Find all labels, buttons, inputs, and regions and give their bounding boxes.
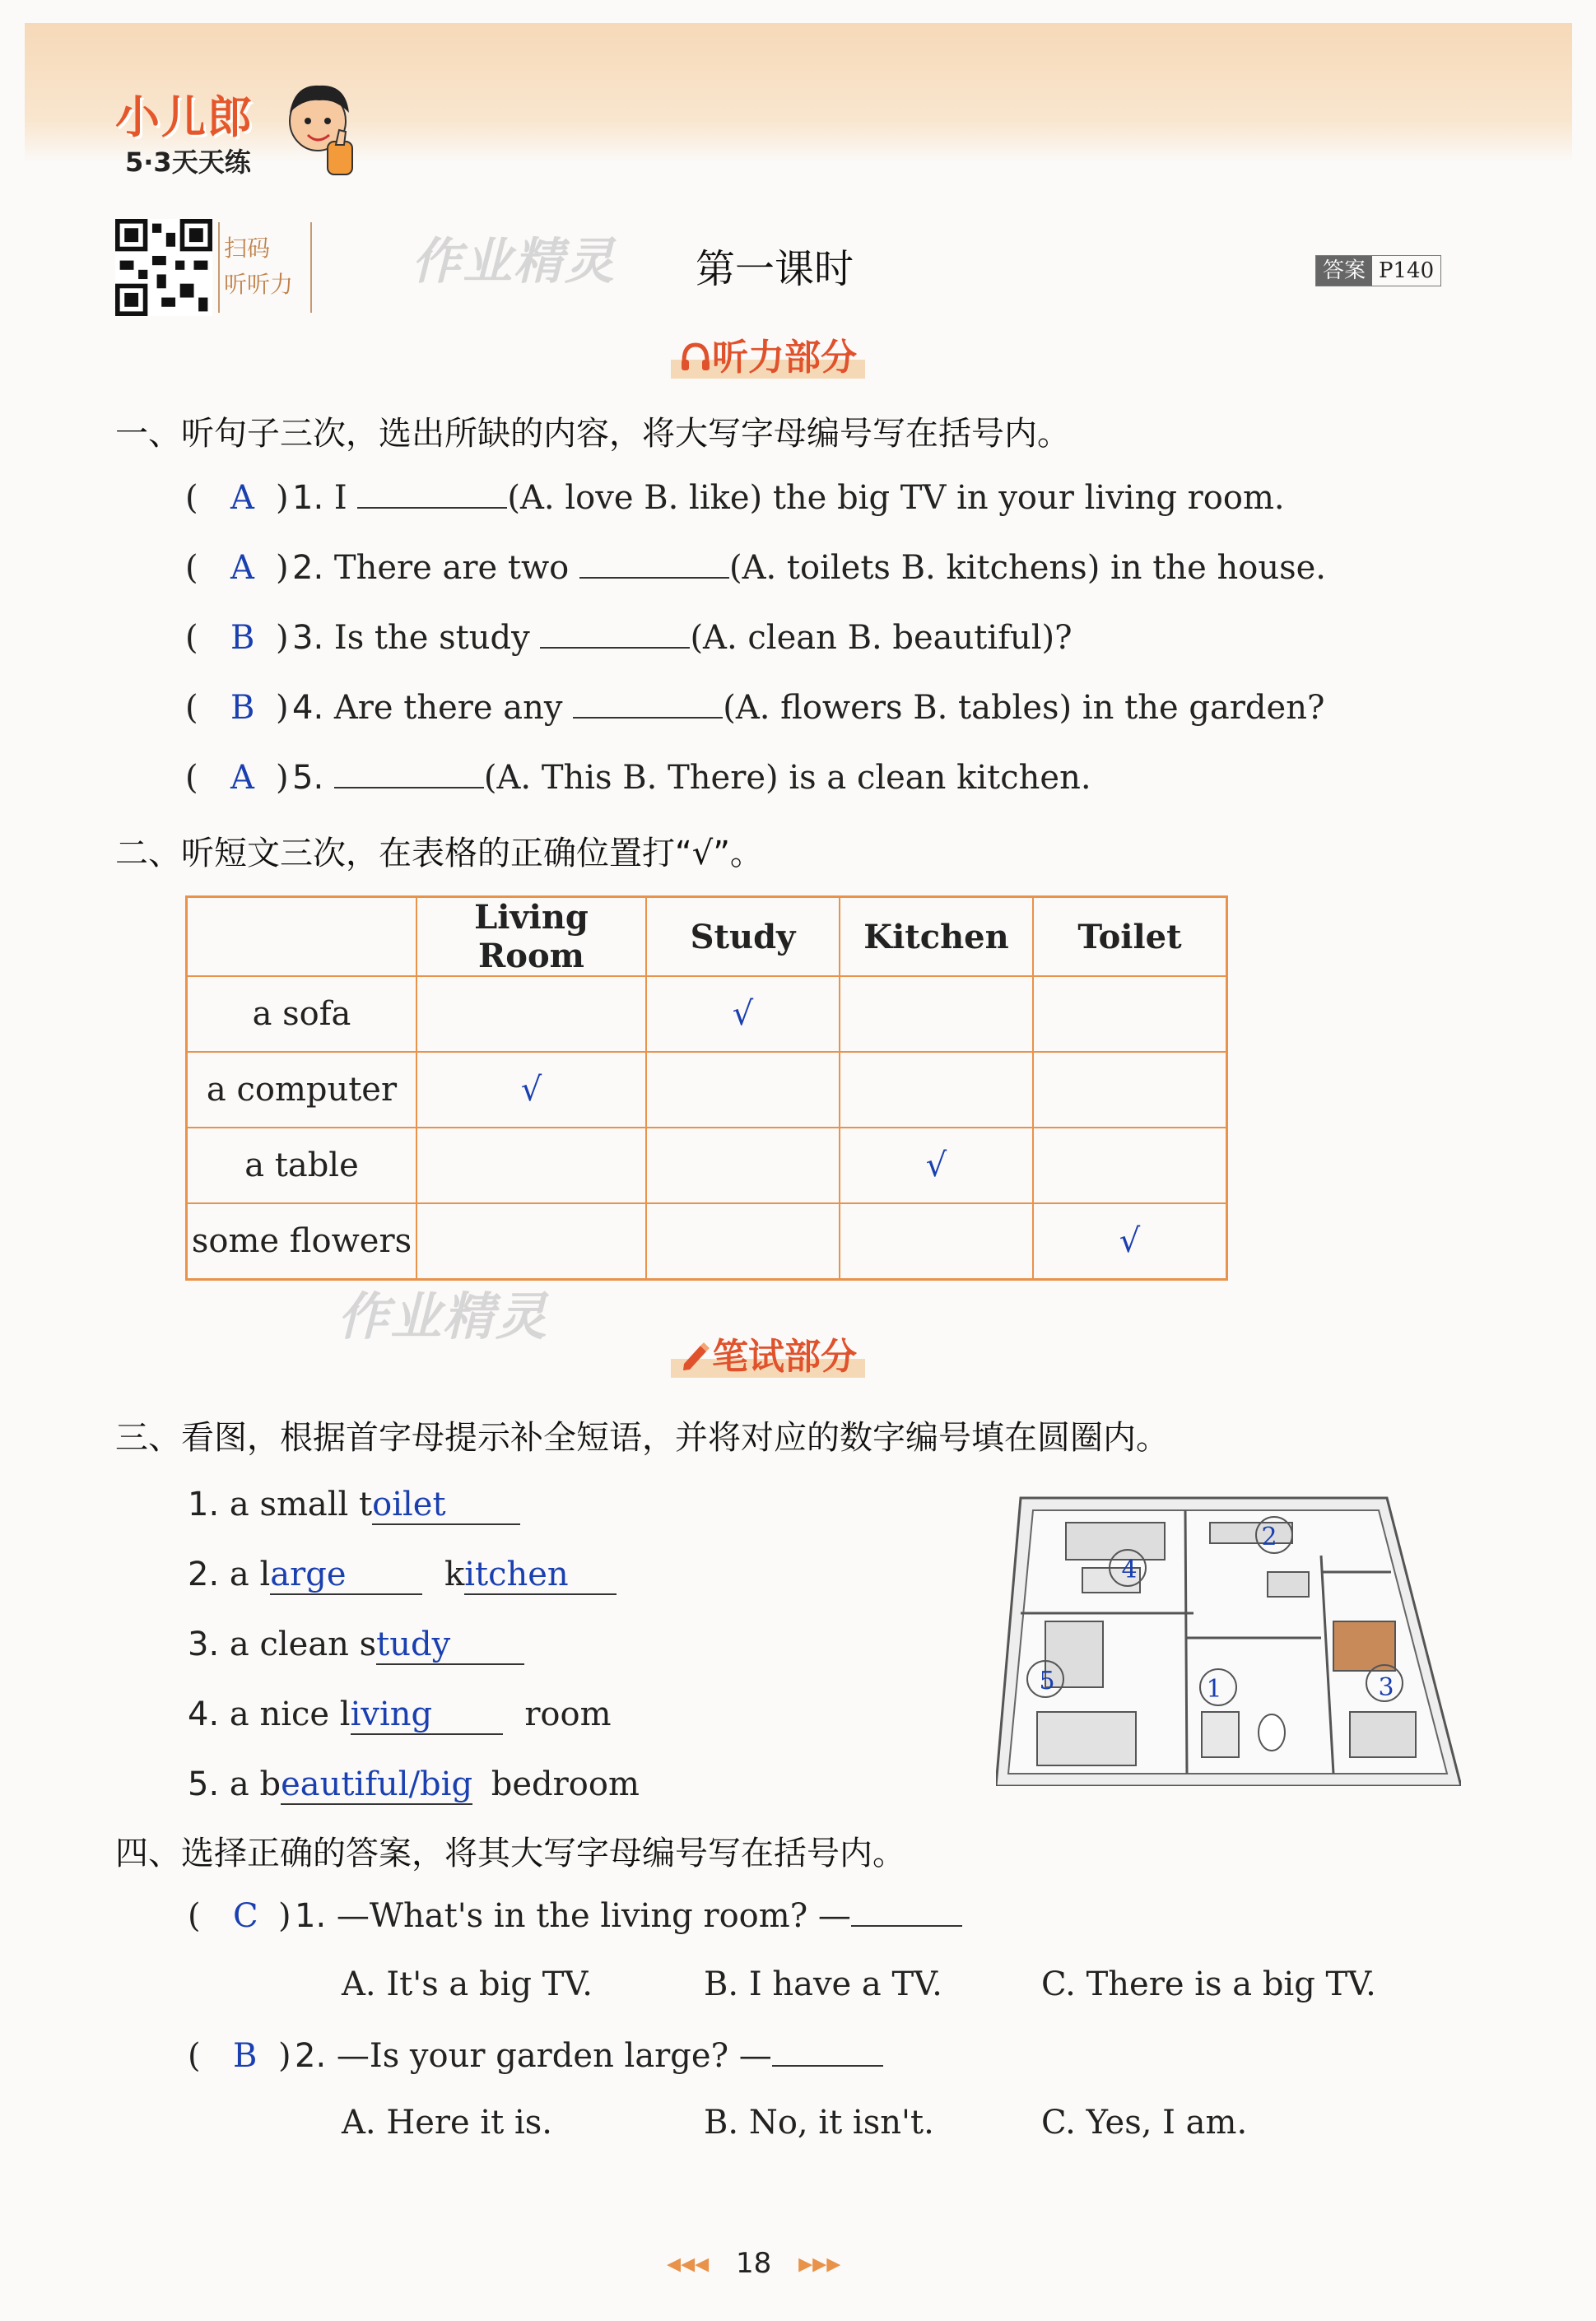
brand-subtitle: 5·3天天练 bbox=[125, 147, 251, 178]
answer-blank[interactable] bbox=[579, 577, 729, 579]
part3-item-4 bbox=[188, 1695, 612, 1735]
part1-item-4: ( B ) 4. Are there any (A. flowers B. tables) in the garden? bbox=[185, 689, 1325, 727]
item-pre: a l bbox=[229, 1556, 271, 1593]
item-pre: Are there any bbox=[333, 689, 563, 727]
writing-banner bbox=[671, 1327, 865, 1379]
header-banner bbox=[25, 23, 1572, 163]
answer-fill[interactable]: itchen bbox=[464, 1556, 617, 1595]
table-cell[interactable]: √ bbox=[840, 1128, 1033, 1203]
item-mid: k bbox=[444, 1556, 465, 1593]
table-cell[interactable] bbox=[416, 976, 646, 1052]
part3-item-3 bbox=[188, 1626, 524, 1665]
part4-item-2: ( B ) 2. —Is your garden large? — bbox=[188, 2037, 883, 2075]
item-number: 1. bbox=[292, 479, 324, 517]
option-a[interactable]: A. It's a big TV. bbox=[342, 1965, 593, 2003]
option-a[interactable]: A. Here it is. bbox=[342, 2104, 552, 2142]
item-number: 2. bbox=[188, 1556, 220, 1593]
part1-item-5: ( A ) 5. (A. This B. There) is a clean kitchen. bbox=[185, 759, 1091, 797]
answer-blank[interactable] bbox=[851, 1925, 962, 1927]
table-cell[interactable] bbox=[416, 1203, 646, 1280]
table-cell[interactable] bbox=[840, 1052, 1033, 1128]
row-label: a sofa bbox=[187, 976, 417, 1052]
answer-mark: A bbox=[230, 549, 254, 587]
item-post: bedroom bbox=[491, 1765, 640, 1803]
item-number: 2. bbox=[292, 549, 324, 587]
table-row bbox=[187, 1052, 1227, 1128]
answer-label: 答案 bbox=[1316, 256, 1372, 286]
item-pre: a b bbox=[229, 1765, 282, 1803]
answer-reference bbox=[1315, 255, 1441, 286]
part1-item-3: ( B ) 3. Is the study (A. clean B. beautiful)? bbox=[185, 619, 1073, 657]
answer-fill[interactable]: oilet bbox=[372, 1486, 520, 1525]
table-cell[interactable] bbox=[1033, 976, 1227, 1052]
part1-item-2: ( A ) 2. There are two (A. toilets B. kitchens) in the house. bbox=[185, 549, 1327, 587]
scan-listen-label[interactable] bbox=[224, 230, 293, 303]
watermark: 作业精灵 bbox=[412, 233, 616, 291]
table-cell[interactable] bbox=[646, 1052, 840, 1128]
table-cell[interactable] bbox=[646, 1128, 840, 1203]
part1-title: 一、听句子三次，选出所缺的内容，将大写字母编号写在括号内。 bbox=[115, 415, 1070, 453]
answer-mark: B bbox=[230, 619, 255, 657]
item-pre: a nice l bbox=[229, 1695, 351, 1733]
pencil-icon bbox=[679, 1339, 712, 1372]
answer-fill[interactable]: eautiful/big bbox=[281, 1765, 473, 1803]
scan-line1: 扫码 bbox=[224, 235, 271, 262]
floor-plan-illustration bbox=[996, 1490, 1461, 1786]
option-b[interactable]: B. I have a TV. bbox=[704, 1965, 942, 2003]
table-row bbox=[187, 976, 1227, 1052]
item-number: 3. bbox=[188, 1626, 220, 1663]
table-row bbox=[187, 1128, 1227, 1203]
table-header-row bbox=[187, 897, 1227, 977]
table-cell[interactable]: √ bbox=[646, 976, 840, 1052]
table-header: Living Room bbox=[416, 897, 646, 977]
headphones-icon bbox=[679, 340, 712, 373]
answer-mark: A bbox=[230, 479, 254, 517]
scan-line2: 听听力 bbox=[224, 271, 294, 298]
answer-mark: A bbox=[230, 759, 254, 797]
item-number: 5. bbox=[188, 1765, 220, 1803]
mascot-icon bbox=[278, 76, 361, 183]
part4-title: 四、选择正确的答案，将其大写字母编号写在括号内。 bbox=[115, 1835, 905, 1872]
circle-number: 2 bbox=[1261, 1523, 1277, 1551]
question-text: —Is your garden large? — bbox=[336, 2037, 772, 2075]
writing-banner-text: 笔试部分 bbox=[712, 1336, 857, 1378]
part1-item-1: ( A ) 1. I (A. love B. like) the big TV in your living room. bbox=[185, 479, 1285, 517]
item-number: 4. bbox=[292, 689, 324, 727]
row-label: a table bbox=[187, 1128, 417, 1203]
table-header bbox=[187, 897, 417, 977]
option-b[interactable]: B. No, it isn't. bbox=[704, 2104, 934, 2142]
item-post: (A. This B. There) is a clean kitchen. bbox=[483, 759, 1091, 797]
row-label: a computer bbox=[187, 1052, 417, 1128]
item-number: 5. bbox=[292, 759, 324, 797]
listening-banner-text: 听力部分 bbox=[712, 337, 857, 379]
part4-item-1: ( C ) 1. —What's in the living room? — bbox=[188, 1897, 962, 1935]
part3-item-2 bbox=[188, 1556, 617, 1595]
table-cell[interactable]: √ bbox=[416, 1052, 646, 1128]
part3-item-5 bbox=[188, 1765, 640, 1805]
part2-title: 二、听短文三次，在表格的正确位置打“√”。 bbox=[115, 835, 763, 872]
item-number: 2. bbox=[295, 2037, 327, 2075]
table-cell[interactable] bbox=[840, 1203, 1033, 1280]
question-text: —What's in the living room? — bbox=[336, 1897, 851, 1935]
circle-number: 1 bbox=[1206, 1675, 1222, 1704]
part3-item-1 bbox=[188, 1486, 520, 1525]
answer-blank[interactable] bbox=[334, 787, 484, 788]
table-header: Kitchen bbox=[840, 897, 1033, 977]
circle-number: 4 bbox=[1121, 1556, 1138, 1584]
item-pre: Is the study bbox=[333, 619, 530, 657]
part3-title: 三、看图，根据首字母提示补全短语，并将对应的数字编号填在圆圈内。 bbox=[115, 1419, 1169, 1457]
answer-blank[interactable] bbox=[540, 647, 690, 649]
listening-table bbox=[185, 895, 1228, 1281]
option-c[interactable]: C. Yes, I am. bbox=[1041, 2104, 1248, 2142]
page-footer bbox=[667, 2247, 840, 2280]
table-row bbox=[187, 1203, 1227, 1280]
watermark: 作业精灵 bbox=[337, 1286, 549, 1347]
table-cell[interactable] bbox=[840, 976, 1033, 1052]
item-number: 3. bbox=[292, 619, 324, 657]
lesson-title: 第一课时 bbox=[696, 246, 854, 292]
table-cell[interactable] bbox=[1033, 1128, 1227, 1203]
item-pre: a small t bbox=[229, 1486, 373, 1523]
item-number: 1. bbox=[295, 1897, 327, 1935]
item-post: room bbox=[524, 1695, 612, 1733]
prev-arrows-icon: ◂◂◂ bbox=[667, 2247, 710, 2280]
qr-code-icon[interactable] bbox=[115, 219, 212, 316]
brand-title: 小儿郎 bbox=[115, 91, 254, 143]
item-pre: a clean s bbox=[229, 1626, 377, 1663]
table-cell[interactable] bbox=[646, 1203, 840, 1280]
answer-fill[interactable]: iving bbox=[351, 1695, 503, 1735]
answer-fill[interactable]: tudy bbox=[376, 1626, 524, 1665]
listening-banner bbox=[671, 328, 865, 380]
circle-number: 3 bbox=[1378, 1673, 1394, 1702]
next-arrows-icon: ▸▸▸ bbox=[798, 2247, 841, 2280]
table-cell[interactable] bbox=[1033, 1052, 1227, 1128]
answer-fill[interactable]: arge bbox=[270, 1556, 422, 1595]
item-number: 1. bbox=[188, 1486, 220, 1523]
item-pre: I bbox=[333, 479, 347, 517]
page-number: 18 bbox=[736, 2247, 772, 2280]
circle-number: 5 bbox=[1039, 1667, 1055, 1695]
table-cell[interactable] bbox=[416, 1128, 646, 1203]
table-header: Study bbox=[646, 897, 840, 977]
item-post: (A. flowers B. tables) in the garden? bbox=[723, 689, 1325, 727]
table-cell[interactable]: √ bbox=[1033, 1203, 1227, 1280]
answer-page: P140 bbox=[1379, 258, 1435, 283]
item-post: (A. love B. like) the big TV in your living room. bbox=[507, 479, 1285, 517]
item-post: (A. toilets B. kitchens) in the house. bbox=[728, 549, 1327, 587]
answer-mark: B bbox=[233, 2037, 258, 2075]
answer-blank[interactable] bbox=[573, 717, 723, 719]
answer-blank[interactable] bbox=[357, 507, 507, 509]
answer-mark: C bbox=[233, 1897, 258, 1935]
answer-mark: B bbox=[230, 689, 255, 727]
item-pre: There are two bbox=[333, 549, 570, 587]
table-header: Toilet bbox=[1033, 897, 1227, 977]
item-number: 4. bbox=[188, 1695, 220, 1733]
item-post: (A. clean B. beautiful)? bbox=[690, 619, 1073, 657]
row-label: some flowers bbox=[187, 1203, 417, 1280]
answer-blank[interactable] bbox=[772, 2065, 883, 2067]
option-c[interactable]: C. There is a big TV. bbox=[1041, 1965, 1376, 2003]
